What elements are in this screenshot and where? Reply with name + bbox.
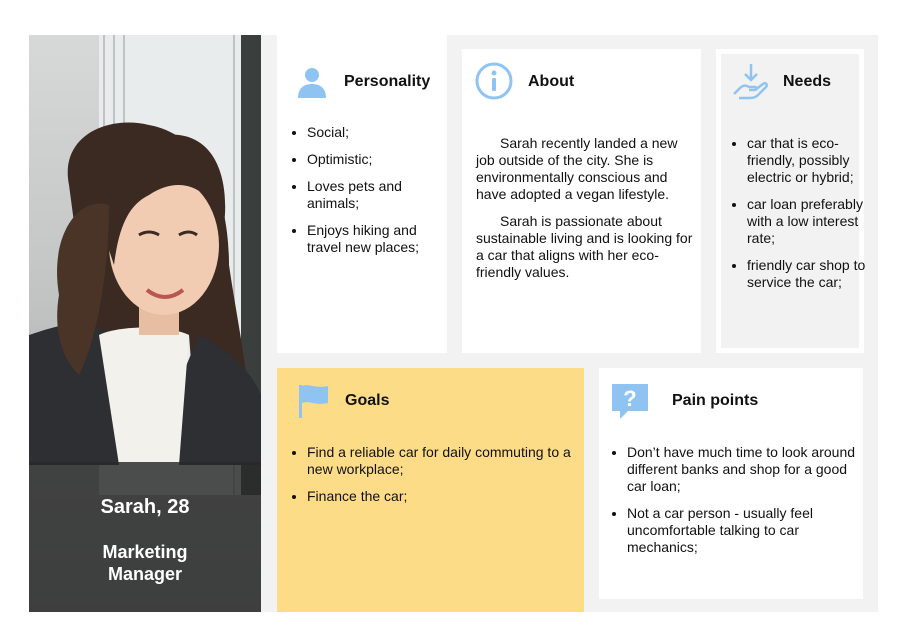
about-card	[462, 49, 701, 353]
list-item: • friendly car shop to service the car;	[747, 257, 871, 291]
personality-title: Personality	[344, 73, 431, 90]
list-item: • car that is eco-friendly, possibly electric or hybrid;	[747, 135, 871, 186]
personality-list	[293, 124, 449, 266]
needs-title: Needs	[783, 73, 832, 90]
person-icon	[295, 66, 329, 100]
persona-role: Marketing Manager	[102, 542, 188, 584]
goals-list	[293, 444, 579, 515]
svg-text:?: ?	[623, 386, 637, 411]
goals-card	[277, 368, 584, 612]
pain-points-title: Pain points	[672, 392, 759, 409]
about-text	[476, 135, 694, 291]
hand-receive-icon	[731, 62, 771, 102]
list-item: • Don’t have much time to look around different banks and shop for a good car loan;	[627, 444, 867, 495]
pain-points-list	[613, 444, 867, 566]
needs-card-inner	[721, 54, 866, 348]
about-title: About	[528, 73, 575, 90]
persona-caption	[29, 462, 261, 612]
needs-card	[716, 49, 864, 353]
info-icon	[475, 62, 513, 100]
list-item: • Not a car person - usually feel uncomfortable talking to car mechanics;	[627, 505, 867, 556]
list-item: • Find a reliable car for daily commuting to a new workplace;	[307, 444, 579, 478]
persona-name-age: Sarah, 28	[100, 496, 190, 518]
list-item: • Loves pets and animals;	[307, 178, 449, 212]
persona-photo	[29, 35, 261, 612]
personality-card	[277, 35, 447, 353]
flag-icon	[297, 383, 331, 419]
list-item: • Social;	[307, 124, 449, 141]
question-bubble-icon	[610, 381, 650, 421]
list-item: • Enjoys hiking and travel new places;	[307, 222, 449, 256]
list-item: • Finance the car;	[307, 488, 579, 505]
needs-list	[733, 135, 871, 301]
about-paragraph: Sarah recently landed a new job outside of the city. She is environmentally conscious and have adopted a vegan lifestyle.	[476, 135, 678, 202]
goals-title: Goals	[345, 392, 390, 409]
list-item: • Optimistic;	[307, 151, 449, 168]
about-paragraph: Sarah is passionate about sustainable living and is looking for a car that aligns with her eco-friendly values.	[476, 213, 693, 280]
pain-points-card	[599, 368, 863, 599]
list-item: • car loan preferably with a low interest rate;	[747, 196, 871, 247]
